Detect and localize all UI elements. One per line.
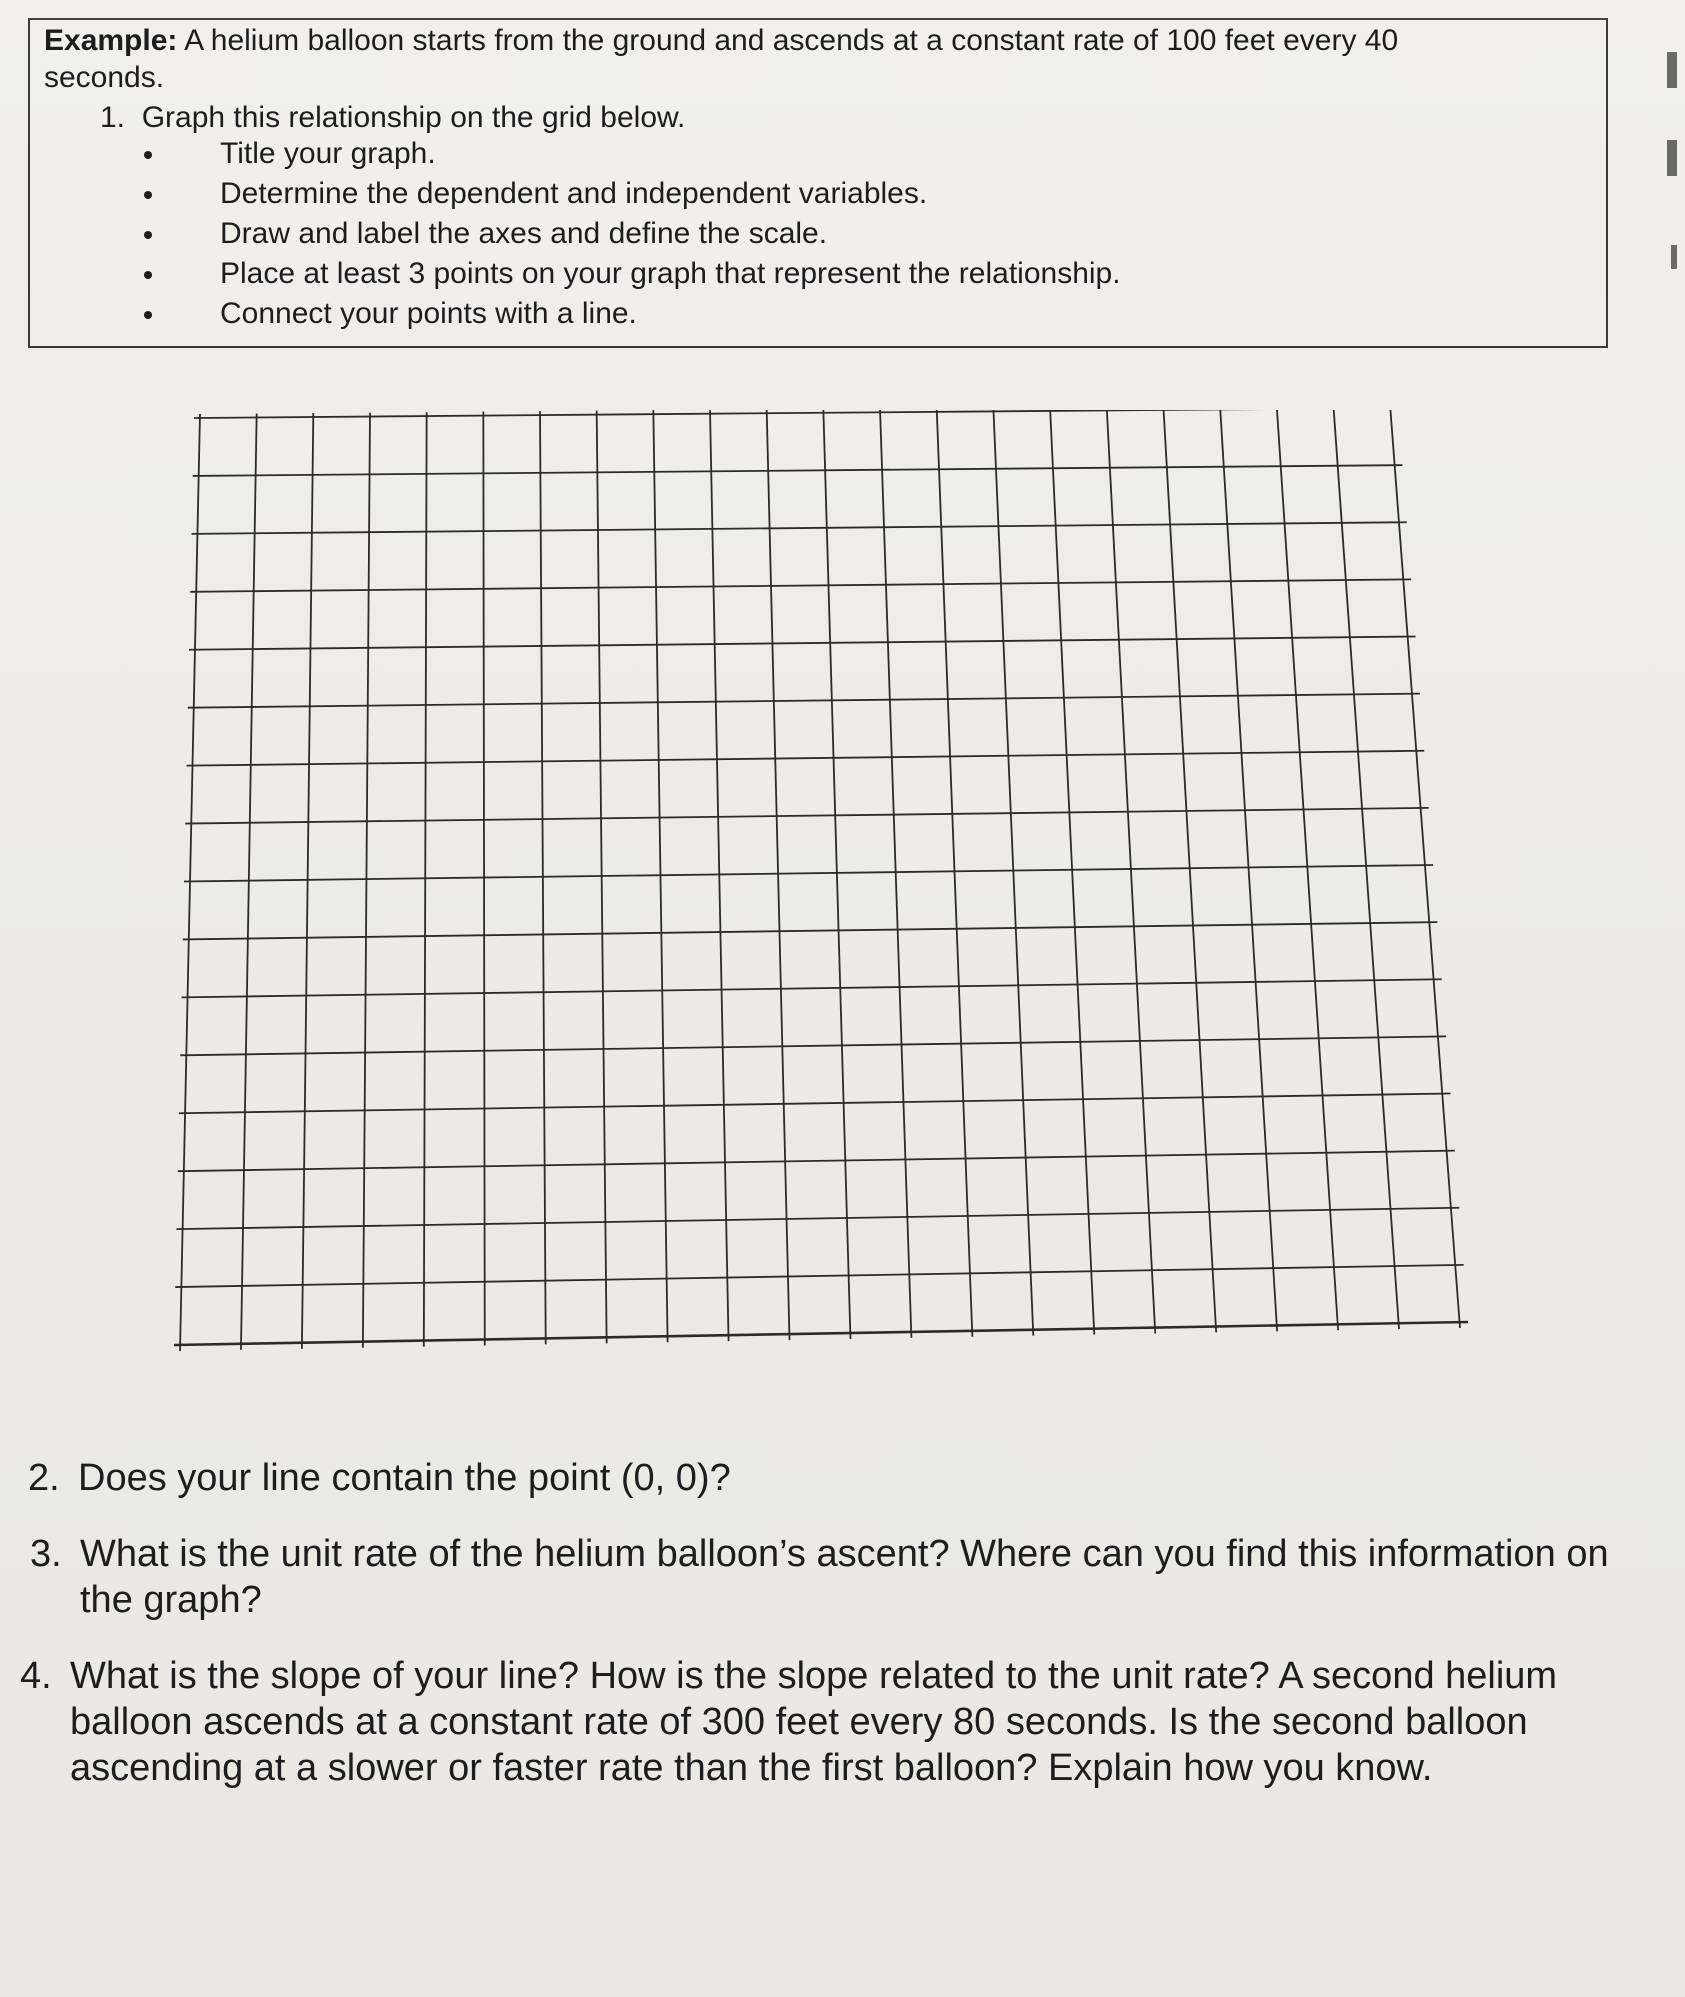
example-text: A helium balloon starts from the ground and ascends at a constant rate of 100 feet every 40 seconds. [44, 24, 1399, 94]
grid-vertical-line [540, 411, 546, 1344]
grid-vertical-line [302, 413, 313, 1349]
instruction-item: Place at least 3 points on your graph that represent the relationship. [140, 254, 1121, 294]
question-3-number: 3. [30, 1533, 62, 1575]
grid-vertical-line [483, 412, 484, 1346]
grid-horizontal-line [184, 865, 1433, 882]
grid-vertical-line [1050, 410, 1094, 1335]
grid-horizontal-line [174, 1322, 1468, 1345]
edge-mark [1667, 140, 1677, 176]
grid-vertical-line [937, 410, 973, 1337]
graph-grid-area[interactable] [170, 410, 1470, 1365]
example-intro [44, 22, 1524, 96]
instruction-item: Connect your points with a line. [140, 294, 1121, 334]
instruction-item: Draw and label the axes and define the scale. [140, 214, 1121, 254]
task-1-text: Graph this relationship on the grid below. [141, 101, 686, 134]
grid-vertical-line [993, 410, 1033, 1336]
questions-section [20, 1455, 1670, 1821]
edge-mark [1667, 52, 1677, 88]
grid-vertical-line [710, 410, 729, 1341]
grid-horizontal-line [178, 1151, 1455, 1172]
instruction-item: Title your graph. [140, 134, 1121, 174]
question-4-number: 4. [20, 1655, 52, 1697]
grid-horizontal-line [193, 465, 1403, 476]
grid-vertical-line [241, 414, 257, 1350]
grid-vertical-line [767, 410, 790, 1340]
graph-grid[interactable] [170, 410, 1470, 1360]
grid-vertical-line [880, 410, 911, 1338]
instruction-item: Determine the dependent and independent variables. [140, 174, 1121, 214]
grid-vertical-line [1390, 410, 1460, 1328]
grid-horizontal-line [183, 922, 1438, 939]
grid-horizontal-line [190, 579, 1411, 591]
grid-horizontal-line [182, 979, 1442, 997]
task-1 [100, 100, 685, 136]
grid-horizontal-line [194, 410, 1398, 418]
grid-vertical-line [1220, 410, 1277, 1331]
edge-mark [1671, 245, 1677, 269]
instruction-list [140, 134, 1121, 334]
question-2-number: 2. [28, 1457, 60, 1499]
task-1-number: 1. [100, 101, 126, 134]
grid-vertical-line [1277, 410, 1338, 1330]
example-lead: Example: [44, 24, 178, 57]
grid-horizontal-line [185, 808, 1428, 824]
grid-horizontal-line [192, 522, 1407, 534]
question-2-text: Does your line contain the point (0, 0)? [78, 1457, 731, 1499]
grid-horizontal-line [175, 1265, 1463, 1287]
grid-vertical-line [1163, 410, 1216, 1332]
grid-vertical-line [363, 413, 370, 1348]
grid-vertical-line [823, 410, 850, 1339]
grid-vertical-line [1333, 410, 1399, 1329]
question-4-text: What is the slope of your line? How is the slope related to the unit rate? A second helium balloon ascends at a constant rate of 300 feet every 80 seconds. Is the second balloon ascending at a slower or faster rate than the first balloon? Explain how you know. [70, 1655, 1558, 1789]
question-2 [20, 1455, 1670, 1501]
grid-vertical-line [653, 410, 667, 1342]
question-3 [22, 1531, 1670, 1623]
question-3-text: What is the unit rate of the helium balloon’s ascent? Where can you find this information on the graph? [80, 1533, 1609, 1621]
grid-horizontal-line [187, 751, 1425, 766]
grid-horizontal-line [188, 694, 1420, 708]
grid-vertical-line [424, 412, 427, 1347]
grid-vertical-line [180, 414, 200, 1351]
question-4 [12, 1653, 1670, 1791]
grid-horizontal-line [179, 1094, 1451, 1114]
grid-vertical-line [597, 411, 607, 1344]
grid-horizontal-line [180, 1036, 1446, 1055]
grid-horizontal-line [189, 637, 1416, 650]
grid-horizontal-line [177, 1208, 1460, 1229]
grid-vertical-line [1107, 410, 1156, 1333]
